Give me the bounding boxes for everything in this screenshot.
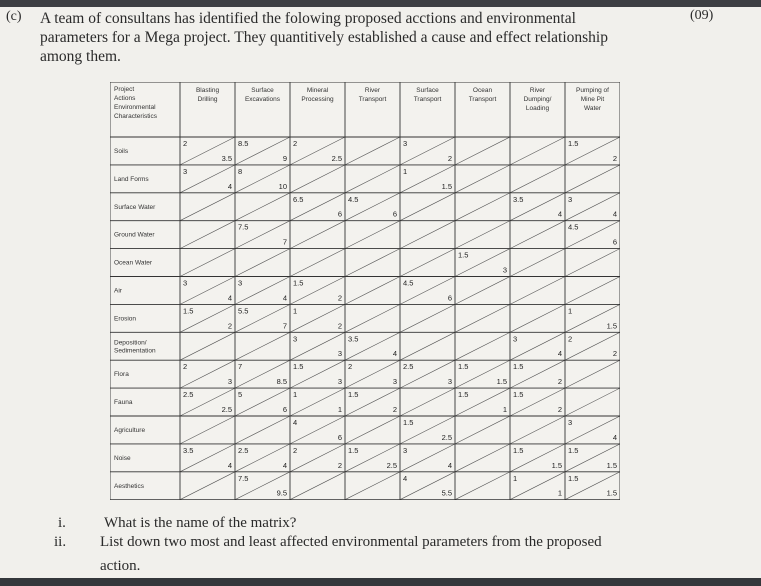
cell-magnitude-value: 6.5 — [293, 194, 304, 204]
cell-importance-value: 3.5 — [221, 153, 232, 163]
cell-importance-value: 4 — [447, 460, 452, 470]
question-line-3: among them. — [40, 48, 121, 65]
cell-magnitude-value: 3 — [183, 166, 188, 176]
parameter-label-1: Soils — [114, 147, 129, 155]
cell-magnitude-value: 1 — [293, 306, 298, 316]
cell-magnitude-value: 8 — [238, 166, 243, 176]
action-header-3: Mineral Processing — [301, 87, 334, 103]
cell-importance-value: 1.5 — [606, 321, 617, 331]
cell-magnitude-value: 3 — [403, 445, 408, 455]
cell-importance-value: 6 — [337, 209, 342, 219]
action-header-6: Ocean Transport — [468, 87, 497, 103]
cell-importance-value: 4 — [392, 349, 397, 359]
question-line-1: A team of consultans has identified the folowing proposed acctions and environmental — [40, 10, 576, 27]
cell-magnitude-value: 1.5 — [568, 445, 579, 455]
cell-magnitude-value: 2.5 — [183, 390, 194, 400]
parameter-label-10: Fauna — [114, 399, 133, 407]
action-header-8: Pumping of Mine Pit Water — [576, 87, 609, 112]
cell-importance-value: 2 — [337, 321, 342, 331]
cell-magnitude-value: 1.5 — [458, 390, 469, 400]
cell-importance-value: 4 — [612, 209, 617, 219]
cell-importance-value: 1 — [337, 405, 342, 414]
parameter-label-5: Ocean Water — [114, 259, 153, 267]
sub-question-1-number: i. — [58, 515, 66, 531]
cell-magnitude-value: 1.5 — [513, 362, 524, 372]
cell-magnitude-value: 4.5 — [568, 222, 579, 232]
cell-importance-value: 6 — [337, 432, 342, 442]
cell-importance-value: 2 — [612, 153, 617, 163]
cell-magnitude-value: 1.5 — [513, 445, 524, 455]
cell-importance-value: 7 — [282, 237, 287, 247]
sub-question-3-text: action. — [100, 558, 141, 574]
question-line-2: parameters for a Mega project. They quantitively established a cause and effect relationship — [40, 29, 608, 46]
cell-magnitude-value: 4 — [403, 473, 408, 483]
cell-importance-value: 8.5 — [276, 377, 287, 387]
cell-importance-value: 1.5 — [606, 488, 617, 498]
cell-magnitude-value: 3 — [568, 194, 573, 204]
cell-magnitude-value: 1.5 — [293, 278, 304, 288]
cell-importance-value: 3 — [337, 349, 342, 359]
action-header-1: Blasting Drilling — [195, 87, 220, 103]
cell-importance-value: 4 — [227, 293, 232, 303]
cell-importance-value: 4 — [282, 293, 287, 303]
parameter-label-4: Ground Water — [114, 231, 155, 239]
cell-importance-value: 3 — [337, 377, 342, 387]
cell-importance-value: 1.5 — [496, 377, 507, 387]
action-header-4: River Transport — [358, 87, 387, 103]
cell-importance-value: 6 — [282, 405, 287, 414]
cell-importance-value: 2 — [337, 293, 342, 303]
parameter-label-12: Noise — [114, 454, 131, 462]
cell-importance-value: 1.5 — [551, 460, 562, 470]
parameter-label-13: Aesthetics — [114, 482, 144, 490]
cell-magnitude-value: 1.5 — [458, 362, 469, 372]
cell-importance-value: 2 — [227, 321, 232, 331]
cell-importance-value: 4 — [227, 181, 232, 191]
sub-question-2-text: List down two most and least affected environmental parameters from the proposed — [100, 534, 602, 550]
cell-importance-value: 4 — [227, 460, 232, 470]
cell-magnitude-value: 3.5 — [513, 194, 524, 204]
cell-magnitude-value: 2 — [183, 139, 188, 148]
cell-magnitude-value: 2 — [348, 362, 353, 372]
parameter-label-2: Land Forms — [114, 175, 149, 183]
question-marks: (09) — [690, 8, 714, 23]
cell-magnitude-value: 1 — [403, 166, 408, 176]
cell-magnitude-value: 1 — [293, 390, 298, 400]
parameter-label-6: Air — [114, 287, 122, 295]
parameter-label-11: Agriculture — [114, 426, 146, 434]
sub-question-2-number: ii. — [54, 534, 67, 550]
parameter-label-9: Flora — [114, 371, 129, 379]
cell-importance-value: 1 — [502, 405, 507, 414]
cell-importance-value: 10 — [278, 181, 287, 191]
cell-importance-value: 2.5 — [386, 460, 397, 470]
cell-importance-value: 3 — [227, 377, 232, 387]
cell-importance-value: 5.5 — [441, 488, 452, 498]
question-label: (c) — [6, 9, 22, 24]
cell-magnitude-value: 1.5 — [568, 473, 579, 483]
cell-importance-value: 4 — [282, 460, 287, 470]
cell-magnitude-value: 3.5 — [183, 445, 194, 455]
cell-magnitude-value: 1.5 — [403, 418, 414, 427]
cell-importance-value: 6 — [447, 293, 452, 303]
cell-importance-value: 2 — [557, 405, 562, 414]
cell-importance-value: 4 — [557, 349, 562, 359]
cell-importance-value: 2.5 — [331, 153, 342, 163]
leopold-matrix — [110, 82, 620, 500]
cell-importance-value: 1 — [557, 488, 562, 498]
cell-magnitude-value: 3.5 — [348, 334, 359, 344]
cell-magnitude-value: 3 — [238, 278, 243, 288]
cell-magnitude-value: 3 — [568, 418, 573, 427]
cell-magnitude-value: 3 — [513, 334, 518, 344]
cell-magnitude-value: 1.5 — [513, 390, 524, 400]
corner-header-label: Project Actions Environmental Characteristics — [114, 86, 157, 120]
cell-magnitude-value: 2.5 — [238, 445, 249, 455]
cell-magnitude-value: 2 — [568, 334, 573, 344]
cell-importance-value: 2.5 — [221, 405, 232, 414]
cell-magnitude-value: 1.5 — [348, 445, 359, 455]
action-header-5: Surface Transport — [413, 87, 442, 103]
cell-magnitude-value: 3 — [183, 278, 188, 288]
cell-importance-value: 3 — [502, 265, 507, 275]
cell-importance-value: 9 — [282, 153, 287, 163]
cell-importance-value: 9.5 — [276, 488, 287, 498]
cell-importance-value: 2 — [557, 377, 562, 387]
action-header-7: River Dumping/ Loading — [523, 87, 552, 112]
cell-magnitude-value: 7 — [238, 362, 243, 372]
cell-magnitude-value: 7.5 — [238, 473, 249, 483]
cell-importance-value: 6 — [612, 237, 617, 247]
cell-magnitude-value: 5.5 — [238, 306, 249, 316]
cell-magnitude-value: 2 — [293, 445, 298, 455]
cell-importance-value: 2 — [612, 349, 617, 359]
cell-magnitude-value: 1.5 — [568, 139, 579, 148]
cell-magnitude-value: 3 — [403, 139, 408, 148]
cell-magnitude-value: 7.5 — [238, 222, 249, 232]
cell-magnitude-value: 1.5 — [458, 250, 469, 260]
cell-importance-value: 1.5 — [606, 460, 617, 470]
bottom-taskbar — [0, 578, 761, 586]
cell-importance-value: 6 — [392, 209, 397, 219]
cell-magnitude-value: 4.5 — [403, 278, 414, 288]
cell-magnitude-value: 1.5 — [293, 362, 304, 372]
cell-importance-value: 3 — [447, 377, 452, 387]
cell-magnitude-value: 1.5 — [183, 306, 194, 316]
cell-importance-value: 2.5 — [441, 432, 452, 442]
cell-magnitude-value: 8.5 — [238, 139, 249, 148]
cell-importance-value: 3 — [392, 377, 397, 387]
cell-magnitude-value: 2.5 — [403, 362, 414, 372]
cell-magnitude-value: 4.5 — [348, 194, 359, 204]
cell-magnitude-value: 4 — [293, 418, 298, 427]
parameter-label-7: Erosion — [114, 315, 137, 323]
cell-magnitude-value: 5 — [238, 390, 243, 400]
cell-importance-value: 7 — [282, 321, 287, 331]
cell-importance-value: 2 — [447, 153, 452, 163]
cell-magnitude-value: 1 — [513, 473, 518, 483]
cell-magnitude-value: 1 — [568, 306, 573, 316]
cell-importance-value: 4 — [612, 432, 617, 442]
parameter-label-8: Deposition/ Sedimentation — [114, 339, 156, 355]
action-header-2: Surface Excavations — [244, 87, 281, 103]
cell-magnitude-value: 2 — [293, 139, 298, 148]
cell-magnitude-value: 2 — [183, 362, 188, 372]
cell-importance-value: 2 — [392, 405, 397, 414]
cell-magnitude-value: 1.5 — [348, 390, 359, 400]
cell-importance-value: 2 — [337, 460, 342, 470]
cell-importance-value: 1.5 — [441, 181, 452, 191]
top-edge-bar — [0, 0, 761, 7]
parameter-label-3: Surface Water — [114, 203, 156, 211]
cell-magnitude-value: 3 — [293, 334, 298, 344]
cell-importance-value: 4 — [557, 209, 562, 219]
sub-question-1-text: What is the name of the matrix? — [104, 515, 297, 531]
